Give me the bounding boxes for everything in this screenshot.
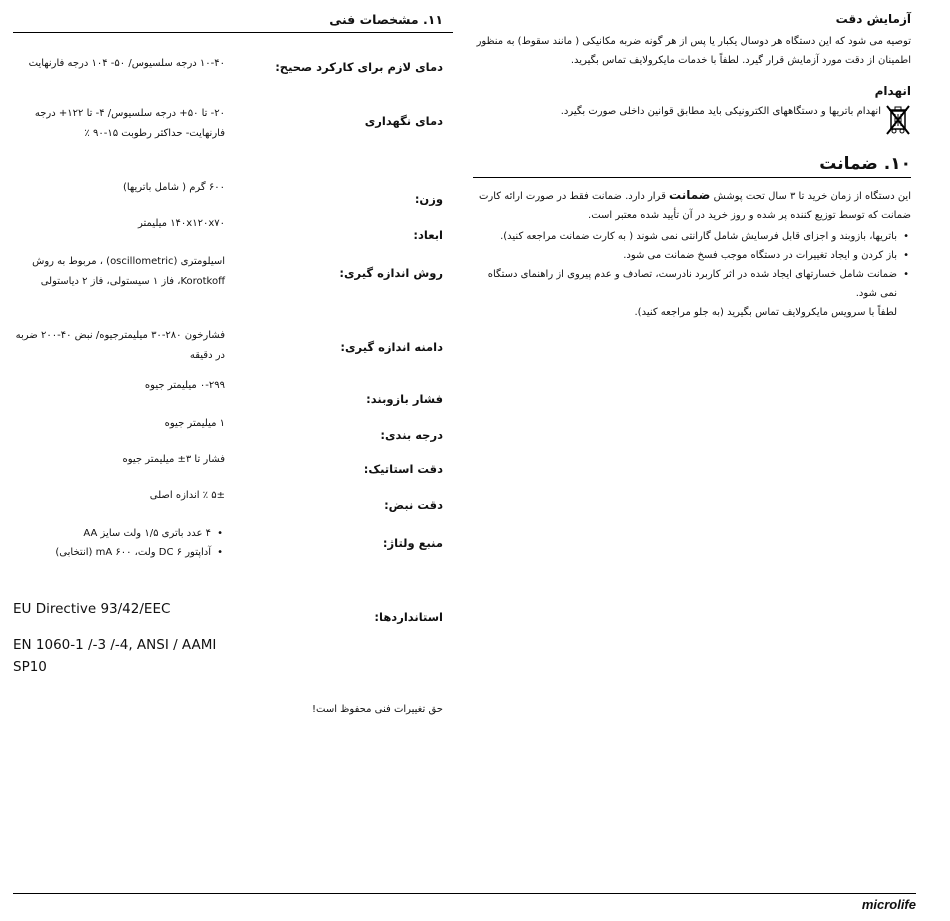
right-column [473, 10, 911, 322]
spec-value-operating-temp: ۱۰-۴۰ درجه سلسیوس/ ۵۰- ۱۰۴ درجه فارنهایت [28, 58, 225, 69]
warranty-bullet: • باتریها، بازوبند و اجزای قابل فرسایش شامل گارانتی نمی شوند ( به کارت ضمانت مراجعه کنید). [473, 227, 911, 246]
power-source-item: • ۴ عدد باتری ۱/۵ ولت سایز AA [13, 524, 225, 543]
footer-rule [13, 893, 916, 894]
spec-value-power-source [13, 524, 225, 562]
left-column [13, 10, 453, 730]
spec-label-standards: استانداردها: [374, 610, 443, 624]
spec-value-pulse-accuracy: ۵± ٪ اندازه اصلی [149, 490, 225, 501]
spec-label-static-accuracy: دقت استاتیک: [363, 462, 443, 476]
spec-label-resolution: درجه بندی: [380, 428, 443, 442]
accuracy-title: آزمایش دقت [835, 12, 911, 26]
specs-title: ۱۱. مشخصات فنی [329, 12, 443, 27]
warranty-intro-a: این دستگاه از زمان خرید تا ۳ سال تحت پوشش [713, 191, 911, 202]
spec-label-weight: وزن: [414, 192, 443, 206]
spec-label-method: روش اندازه گیری: [339, 266, 443, 280]
spec-label-power-source: منبع ولتاژ: [382, 536, 443, 550]
spec-value-standards-1: EU Directive 93/42/EEC [13, 601, 171, 617]
spec-label-operating-temp: دمای لازم برای کارکرد صحیح: [275, 60, 443, 74]
warranty-bullet: • ضمانت شامل خسارتهای ایجاد شده در اثر کاربرد نادرست، تصادف و عدم پیروی از راهنمای دستگاه نمی شود. [473, 265, 911, 303]
brand-logo: microlife [861, 897, 916, 912]
spec-value-standards-2: EN 1060-1 /-3 /-4, ANSI / AAMI SP10 [13, 637, 217, 675]
warranty-title: ۱۰. ضمانت [819, 154, 911, 174]
specs-footnote: حق تغییرات فنی محفوظ است! [312, 704, 443, 715]
spec-value-cuff-pressure: ۰-۲۹۹ میلیمتر جیوه [144, 380, 225, 391]
spec-value-resolution: ۱ میلیمتر جیوه [164, 418, 225, 429]
spec-value-method: اسیلومتری (oscillometric) ، مربوط به روش Korotkoff، فاز ۱ سیستولی، فاز ۲ دیاستولی [32, 256, 225, 287]
spec-label-dimensions: ابعاد: [413, 228, 443, 242]
spec-label-pulse-accuracy: دقت نبض: [384, 498, 443, 512]
warranty-rule [473, 177, 911, 178]
spec-value-dimensions: ۱۴۰x۱۲۰x۷۰ میلیمتر [137, 218, 225, 229]
warranty-intro-b: قرار دارد. ضمانت فقط در صورت ارائه کارت ضمانت که توسط توزیع کننده پر شده و روز خرید در آن تأیید شده معتبر است. [478, 191, 911, 221]
disposal-body: انهدام باتریها و دستگاههای الکترونیکی باید مطابق قوانین داخلی صورت بگیرد. [560, 106, 881, 117]
spec-value-storage-temp: ۲۰- تا ۵۰+ درجه سلسیوس/ ۴- تا ۱۲۲+ درجه فارنهایت- حداکثر رطوبت ۱۵-۹۰ ٪ [34, 108, 225, 139]
spec-value-static-accuracy: فشار تا ۳± میلیمتر جیوه [122, 454, 225, 465]
spec-label-range: دامنه اندازه گیری: [340, 340, 443, 354]
warranty-intro-bold: ضمانت [669, 188, 711, 202]
warranty-bullets [473, 227, 911, 303]
spec-value-weight: ۶۰۰ گرم ( شامل باتریها) [122, 182, 225, 193]
specs-title-rule [13, 32, 453, 33]
spec-label-storage-temp: دمای نگهداری [364, 114, 443, 128]
disposal-title: انهدام [874, 84, 911, 98]
warranty-contact: لطفاً با سرویس مایکرولایف تماس بگیرید (به جلو مراجعه کنید). [634, 307, 897, 318]
crossed-out-bin-icon [885, 104, 911, 136]
spec-label-cuff-pressure: فشار بازوبند: [366, 392, 443, 406]
accuracy-body: توصیه می شود که این دستگاه هر دوسال یکبار یا پس از هر گونه ضربه مکانیکی ( مانند سقوط) به منظور اطمینان از دقت مورد آزمایش قرار گیرد. لطفاً با خدمات مایکرولایف تماس بگیرید. [476, 36, 911, 66]
power-source-item: • آداپتور DC ۶ ولت، ۶۰۰ mA (انتخابی) [13, 543, 225, 562]
warranty-heading [473, 154, 911, 174]
warranty-intro [473, 186, 911, 225]
disposal-block [473, 102, 911, 136]
spec-value-range: فشارخون ۲۸۰-۳۰ میلیمترجیوه/ نبض ۴۰-۲۰۰ ضربه در دقیقه [15, 330, 225, 361]
warranty-bullet: • باز کردن و ایجاد تغییرات در دستگاه موجب فسخ ضمانت می شود. [473, 246, 911, 265]
